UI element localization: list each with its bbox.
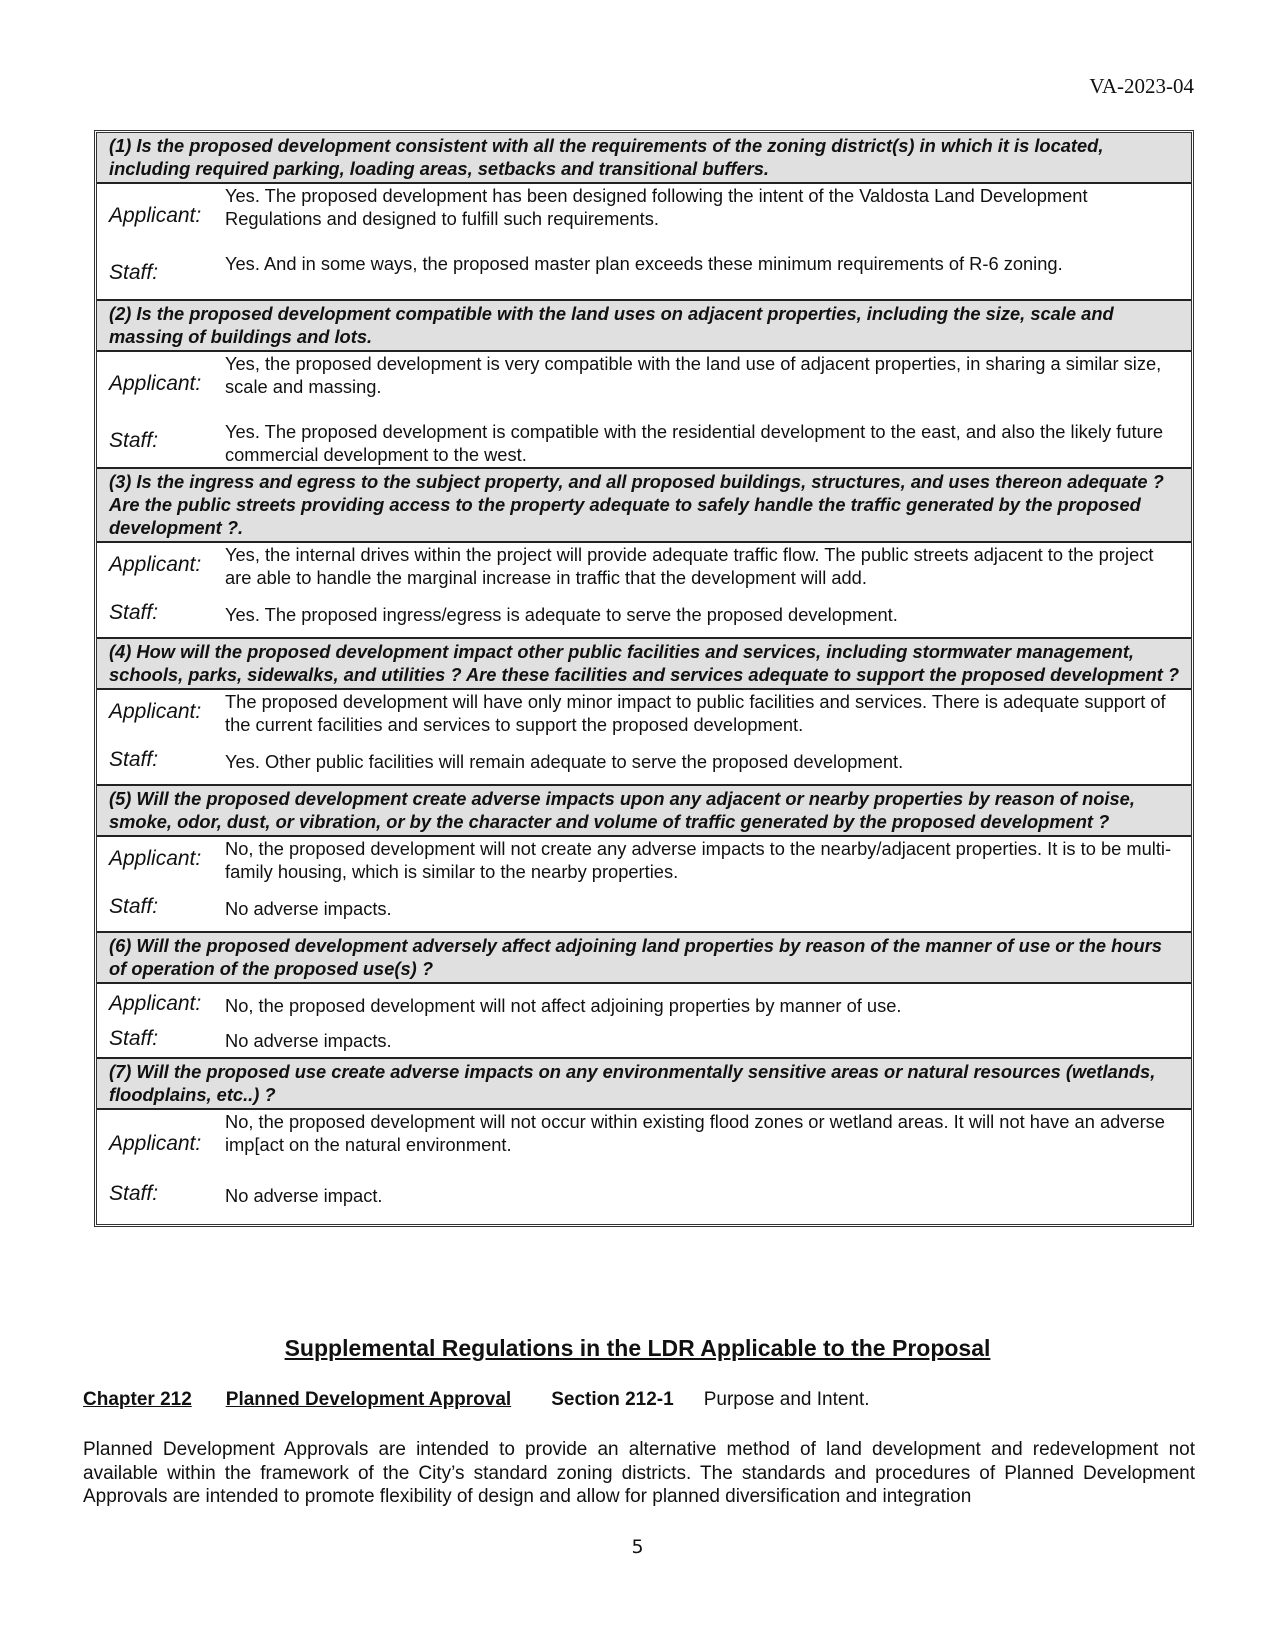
staff-label: Staff:	[109, 748, 159, 771]
staff-label: Staff:	[109, 1182, 159, 1205]
criterion-6	[97, 931, 1191, 1057]
criterion-question: (2) Is the proposed development compatible with the land uses on adjacent properties, including the size, scale and massing of buildings and lots.	[97, 301, 1191, 352]
staff-label: Staff:	[109, 1027, 159, 1050]
applicant-answer: No, the proposed development will not affect adjoining properties by manner of use.	[225, 995, 902, 1016]
criterion-question: (5) Will the proposed development create adverse impacts upon any adjacent or nearby properties by reason of noise, smoke, odor, dust, or vibration, or by the character and volume of traffic generated by the proposed development ?	[97, 786, 1191, 837]
criterion-4	[97, 637, 1191, 784]
supplemental-regulations-heading: Supplemental Regulations in the LDR Applicable to the Proposal	[284, 1335, 991, 1361]
purpose-paragraph: Planned Development Approvals are intended to provide an alternative method of land development and redevelopment not available within the framework of the City’s standard zoning districts. The standards and procedures of Planned Development Approvals are intended to promote flexibility of design and allow for planned diversification and integration	[83, 1439, 1195, 1507]
applicant-label: Applicant:	[109, 1132, 202, 1155]
criterion-question: (6) Will the proposed development adversely affect adjoining land properties by reason of the manner of use or the hours of operation of the proposed use(s) ?	[97, 933, 1191, 984]
criterion-question: (1) Is the proposed development consistent with all the requirements of the zoning district(s) in which it is located, including required parking, loading areas, setbacks and transitional buffers.	[97, 133, 1191, 184]
applicant-label: Applicant:	[109, 700, 202, 723]
chapter-line	[83, 1389, 870, 1411]
applicant-label: Applicant:	[109, 372, 202, 395]
staff-answer: Yes. And in some ways, the proposed master plan exceeds these minimum requirements of R-6 zoning.	[225, 253, 1063, 274]
applicant-label: Applicant:	[109, 992, 202, 1015]
staff-label: Staff:	[109, 601, 159, 624]
staff-answer: No adverse impacts.	[225, 1030, 392, 1051]
criterion-3	[97, 467, 1191, 637]
staff-answer: Yes. The proposed ingress/egress is adequate to serve the proposed development.	[225, 604, 898, 625]
criterion-5	[97, 784, 1191, 931]
criterion-7	[97, 1057, 1191, 1224]
staff-answer: Yes. Other public facilities will remain adequate to serve the proposed development.	[225, 751, 904, 772]
document-id: VA-2023-04	[1089, 74, 1194, 98]
applicant-answer: Yes, the proposed development is very compatible with the land use of adjacent properties, in sharing a similar size, scale and massing.	[225, 353, 1162, 397]
applicant-label: Applicant:	[109, 204, 202, 227]
applicant-answer: No, the proposed development will not create any adverse impacts to the nearby/adjacent properties. It is to be multi-family housing, which is similar to the nearby properties.	[225, 838, 1172, 882]
staff-label: Staff:	[109, 429, 159, 452]
page-number: 5	[631, 1536, 644, 1558]
staff-label: Staff:	[109, 261, 159, 284]
criterion-question: (7) Will the proposed use create adverse impacts on any environmentally sensitive areas or natural resources (wetlands, floodplains, etc..) ?	[97, 1059, 1191, 1110]
chapter-number: Chapter 212	[83, 1389, 192, 1410]
staff-answer: Yes. The proposed development is compatible with the residential development to the east, and also the likely future commercial development to the west.	[225, 421, 1163, 465]
chapter-title: Planned Development Approval	[225, 1389, 512, 1410]
staff-answer: No adverse impacts.	[225, 898, 392, 919]
section-number: Section 212-1	[551, 1389, 674, 1410]
applicant-label: Applicant:	[109, 553, 202, 576]
applicant-label: Applicant:	[109, 847, 202, 870]
criterion-2	[97, 299, 1191, 467]
criterion-question: (3) Is the ingress and egress to the subject property, and all proposed buildings, structures, and uses thereon adequate ? Are the public streets providing access to the property adequate to safely handle the traffic generated by the proposed development ?.	[97, 469, 1191, 543]
staff-answer: No adverse impact.	[225, 1185, 383, 1206]
applicant-answer: No, the proposed development will not occur within existing flood zones or wetland areas. It will not have an adverse imp[act on the natural environment.	[225, 1111, 1165, 1155]
criteria-table	[94, 130, 1194, 1227]
applicant-answer: Yes. The proposed development has been designed following the intent of the Valdosta Land Development Regulations and designed to fulfill such requirements.	[225, 185, 1088, 229]
criterion-1	[97, 133, 1191, 299]
section-title: Purpose and Intent.	[703, 1389, 870, 1410]
applicant-answer: The proposed development will have only minor impact to public facilities and services. There is adequate support of the current facilities and services to support the proposed development.	[225, 691, 1166, 735]
applicant-answer: Yes, the internal drives within the project will provide adequate traffic flow. The public streets adjacent to the project are able to handle the marginal increase in traffic that the development will add.	[225, 544, 1154, 588]
criterion-question: (4) How will the proposed development impact other public facilities and services, including stormwater management, schools, parks, sidewalks, and utilities ? Are these facilities and services adequate to support the proposed development ?	[97, 639, 1191, 690]
staff-label: Staff:	[109, 895, 159, 918]
